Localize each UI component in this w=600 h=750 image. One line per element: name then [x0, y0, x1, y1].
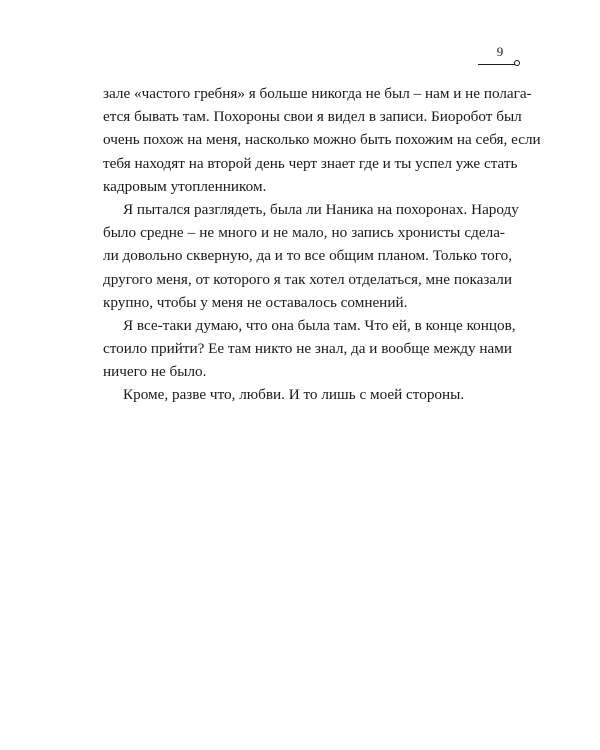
text-line: ется бывать там. Похороны свои я видел в записи. Биоробот был	[103, 108, 522, 126]
text-line: тебя находят на второй день черт знает где и ты успел уже стать	[103, 154, 518, 172]
header-rule	[478, 64, 516, 65]
text-line: ли довольно скверную, да и то все общим планом. Только того,	[103, 247, 513, 265]
text-line: Я пытался разглядеть, была ли Наника на похоронах. Народу	[123, 200, 519, 218]
text-line: ничего не было.	[103, 363, 207, 381]
text-line: крупно, чтобы у меня не оставалось сомнений.	[103, 293, 408, 311]
text-line: зале «частого гребня» я больше никогда не был – нам и не полага-	[103, 85, 532, 102]
page-number: 9	[496, 44, 504, 59]
text-line: Кроме, разве что, любви. И то лишь с моей стороны.	[123, 386, 465, 404]
body-text	[103, 82, 541, 407]
text-line: Я все-таки думаю, что она была там. Что ей, в конце концов,	[123, 316, 516, 334]
header-rule-dot	[514, 60, 520, 66]
text-line: другого меня, от которого я так хотел отделаться, мне показали	[103, 270, 513, 288]
text-line: очень похож на меня, насколько можно быть похожим на себя, если	[103, 131, 541, 149]
text-line: стоило прийти? Ее там никто не знал, да и вообще между нами	[103, 340, 513, 358]
text-line: было средне – не много и не мало, но запись хронисты сдела-	[103, 224, 505, 242]
text-line: кадровым утопленником.	[103, 177, 267, 195]
